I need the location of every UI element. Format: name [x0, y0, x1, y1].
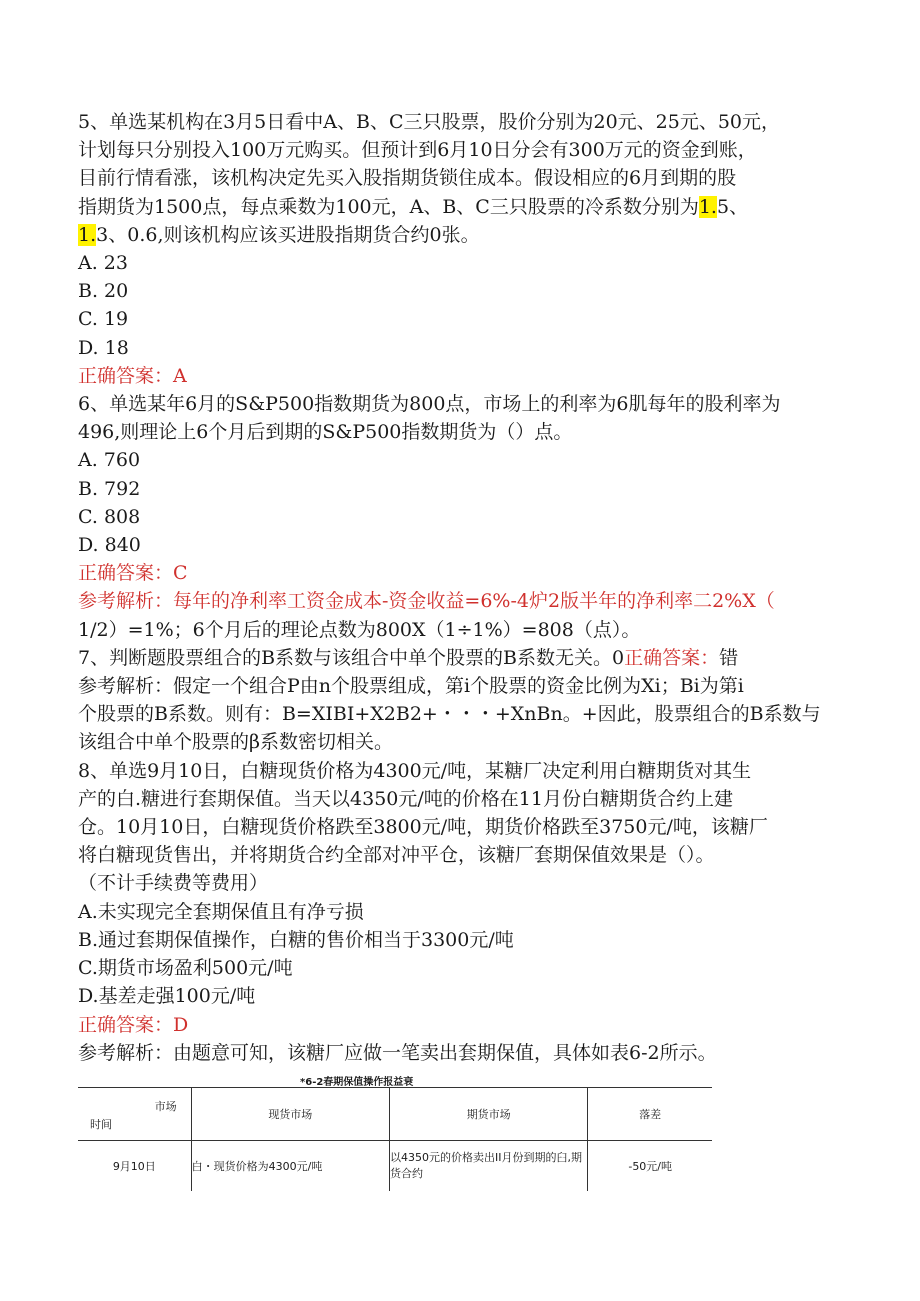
highlight-mark: 1. — [698, 195, 717, 218]
q7-question: 7、判断题股票组合的B系数与该组合中单个股票的B系数无关。0 — [78, 646, 625, 669]
q5-option-d: D. 18 — [78, 336, 129, 359]
q5-option-a: A. 23 — [78, 252, 128, 275]
header-futures-market: 期货市场 — [390, 1088, 588, 1141]
q6-analysis-2: 1/2）=1%；6个月后的理论点数为800X（1÷1%）=808（点）。 — [78, 618, 641, 641]
q5-line-4-end: 5、 — [716, 195, 749, 218]
corner-time-label: 时间 — [90, 1118, 112, 1131]
q8-option-d: D.基差走强100元/吨 — [78, 985, 256, 1008]
q5-line-1: 5、单选某机构在3月5日看中A、B、C三只股票，股价分别为20元、25元、50元， — [78, 111, 781, 133]
table-corner-cell — [78, 1088, 191, 1141]
q5-option-b: B. 20 — [78, 280, 129, 303]
q8-analysis-1: 参考解析：由题意可知，该糖厂应做一笔卖出套期保值，具体如表6-2所示。 — [78, 1041, 717, 1064]
table-caption: *6-2春期保值操作报益衰 — [300, 1077, 414, 1088]
cell-difference: -50元/吨 — [588, 1141, 712, 1192]
cell-spot: 白・现货价格为4300元/吨 — [191, 1141, 389, 1192]
header-spot-market: 现货市场 — [191, 1088, 389, 1141]
q5-line-4 — [78, 193, 848, 221]
q8-line-3: 仓。10月10日，白糖现货价格跌至3800元/吨，期货价格跌至3750元/吨，该糖厂 — [78, 816, 768, 839]
table-row — [78, 1141, 712, 1192]
q8-answer: 正确答案：D — [78, 1013, 189, 1036]
analysis-label: 参考解析：每年的净利率工资金成本-资金收益=6%-4炉2版半年的净利率二2%X（ — [78, 590, 775, 613]
corner-market-label: 市场 — [154, 1100, 177, 1113]
q7-answer-label: 正确答案： — [624, 646, 720, 669]
document-body — [78, 108, 848, 1067]
hedge-table — [78, 1087, 712, 1191]
q5-option-c: C. 19 — [78, 308, 129, 331]
q5-line-3: 目前行情看涨，该机构决定先买入股指期货锁住成本。假设相应的6月到期的股 — [78, 167, 737, 190]
q7-analysis-3: 该组合中单个股票的β系数密切相关。 — [78, 731, 393, 754]
q8-line-4: 将白糖现货售出，并将期货合约全部对冲平仓，该糖厂套期保值效果是（）。 — [78, 844, 715, 867]
q7-answer-value: 错 — [719, 646, 739, 669]
q5-line-2: 计划每只分别投入100万元购买。但预计到6月10日分会有300万元的资金到账， — [78, 139, 757, 162]
q6-answer: 正确答案：C — [78, 562, 188, 585]
q6-line-2: 496,则理论上6个月后到期的S&P500指数期货为（）点。 — [78, 421, 573, 444]
table-header-row — [78, 1088, 712, 1141]
q8-line-5: （不计手续费等费用） — [78, 872, 269, 895]
q7-line-1 — [78, 644, 848, 672]
cell-futures: 以4350元的价格卖出II月份到期的臼,期货合约 — [390, 1141, 588, 1192]
q8-option-a: A.未实现完全套期保值且有净亏损 — [78, 900, 364, 923]
q8-option-c: C.期货市场盈利500元/吨 — [78, 957, 293, 980]
q5-line-4-text: 指期货为1500点，每点乘数为100元，A、B、C三只股票的冷系数分别为 — [78, 195, 699, 218]
q6-option-d: D. 840 — [78, 534, 141, 557]
q6-line-1: 6、单选某年6月的S&P500指数期货为800点，市场上的利率为6肌每年的股利率为 — [78, 393, 781, 416]
q5-line-5 — [78, 221, 848, 249]
highlight-mark: 1. — [78, 223, 97, 246]
q5-answer: 正确答案：A — [78, 364, 187, 387]
q6-option-a: A. 760 — [78, 449, 141, 472]
q6-option-c: C. 808 — [78, 505, 141, 528]
q5-line-5-text: 3、0.6,则该机构应该买进股指期货合约0张。 — [96, 223, 480, 246]
header-difference: 落差 — [588, 1088, 712, 1141]
q6-analysis-1 — [78, 587, 848, 615]
q8-line-2: 产的白.糖进行套期保值。当天以4350元/吨的价格在11月份白糖期货合约上建 — [78, 787, 733, 810]
q8-line-1: 8、单选9月10日，白糖现货价格为4300元/吨，某糖厂决定利用白糖期货对其生 — [78, 759, 752, 782]
q6-option-b: B. 792 — [78, 477, 141, 500]
q7-analysis-2: 个股票的B系数。则有：B=XIBI+X2B2+・・・+XnBn。+因此，股票组合的B系数与 — [78, 703, 821, 726]
q7-analysis-1: 参考解析：假定一个组合P由n个股票组成，第i个股票的资金比例为Xi；Bi为第i — [78, 675, 744, 698]
cell-date: 9月10日 — [112, 1160, 156, 1173]
q8-option-b: B.通过套期保值操作，白糖的售价相当于3300元/吨 — [78, 928, 514, 951]
